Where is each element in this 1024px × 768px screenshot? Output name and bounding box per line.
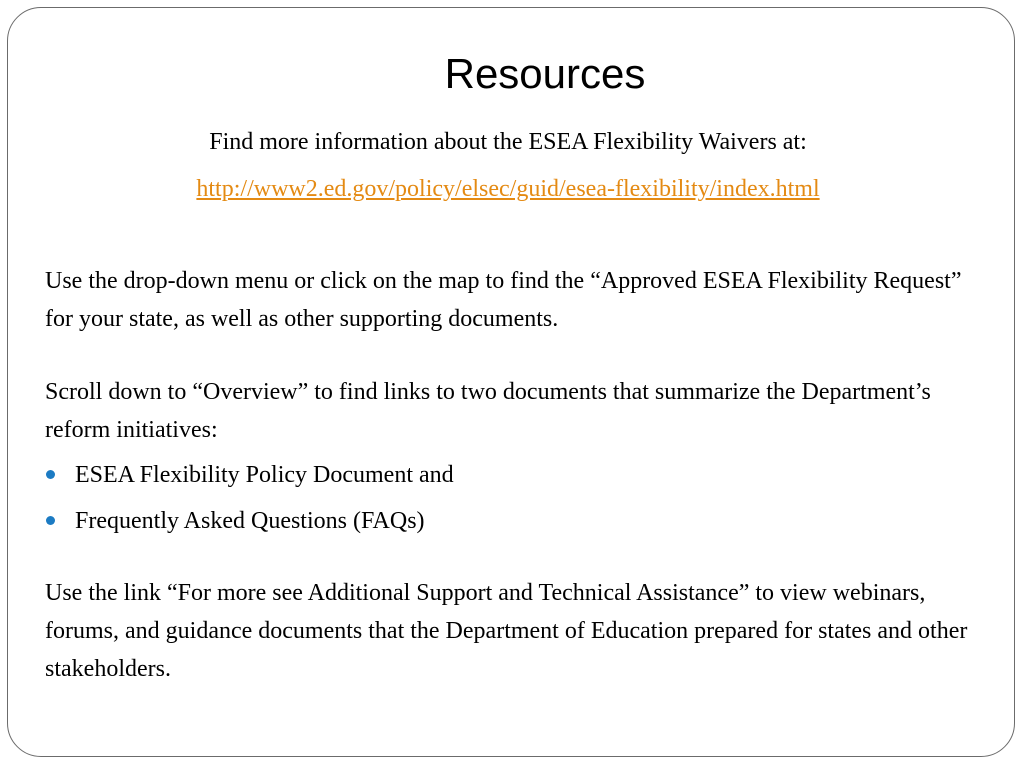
bullet-label: Frequently Asked Questions (FAQs) [75, 508, 425, 534]
bullet-item-faqs [45, 502, 945, 540]
paragraph-overview-instructions: Scroll down to “Overview” to find links to two documents that summarize the Department’s reform initiatives: [45, 379, 931, 443]
bullet-dot-icon [46, 470, 55, 479]
bullet-item-policy-document [45, 456, 945, 494]
slide-frame [7, 7, 1015, 757]
slide-title: Resources [444, 50, 646, 97]
document-bullet-list [45, 456, 945, 548]
bullet-label: ESEA Flexibility Policy Document and [75, 462, 454, 488]
esea-flexibility-link[interactable]: http://www2.ed.gov/policy/elsec/guid/esea-flexibility/index.html [196, 176, 820, 202]
paragraph-additional-support: Use the link “For more see Additional Support and Technical Assistance” to view webinars, forums, and guidance documents that the Department of Education prepared for states and other stakeholders. [45, 580, 968, 682]
intro-text: Find more information about the ESEA Flexibility Waivers at: [209, 129, 807, 155]
bullet-dot-icon [46, 516, 55, 525]
paragraph-dropdown-instructions: Use the drop-down menu or click on the map to find the “Approved ESEA Flexibility Request” for your state, as well as other supporting documents. [45, 268, 962, 332]
